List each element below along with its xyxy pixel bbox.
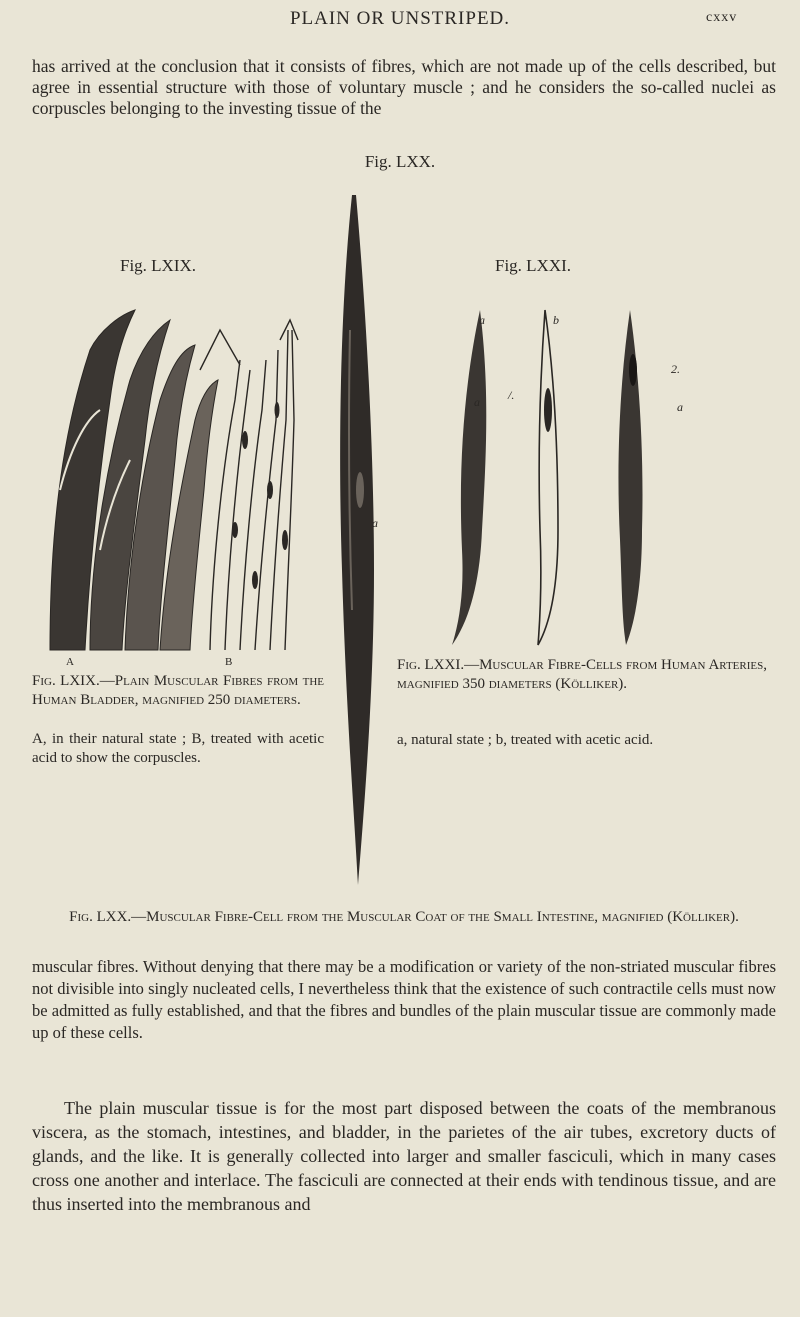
fig-lxxi-label: Fig. LXXI. [495, 256, 572, 275]
fig-lxix-caption-title: Fig. LXIX.—Plain Muscular Fibres from the Human Bladder, magnified 250 diameters. [32, 673, 324, 708]
fig-lxix-illustration [30, 290, 320, 660]
running-header: PLAIN OR UNSTRIPED. [289, 8, 511, 29]
fig-lxxi-illustration [440, 300, 700, 650]
body-paragraph-1: muscular fibres. Without denying that there may be a modification or variety of the non-striated muscular fibres not divisible into singly nucleated cells, I nevertheless think that the existence of such contractile cells must now be admitted as fully established, and that the fibres and bundles of the plain muscular tissue are commonly made up of these cells. [32, 957, 776, 1042]
fig-lxx-caption: Fig. LXX.—Muscular Fibre-Cell from the Muscular Coat of the Small Intestine, magnified (Kölliker). [69, 909, 739, 925]
fig-lxxi-mark-one: /. [508, 388, 515, 402]
fig-lxix-caption-body: A, in their natural state ; B, treated with acetic acid to show the corpuscles. [32, 731, 324, 766]
fig-lxx-label: Fig. LXX. [364, 152, 436, 171]
fig-lxxi-mark-a3: a [677, 400, 683, 414]
page-number: cxxv [706, 10, 738, 25]
fig-lxix-mark-b: B [225, 656, 235, 668]
fig-lxx-mark-a: a [372, 516, 378, 530]
fig-lxx-illustration [330, 190, 386, 890]
fig-lxix-mark-a: A [66, 656, 76, 668]
intro-paragraph: has arrived at the conclusion that it consists of fibres, which are not made up of the cells described, but agree in essential structure with those of voluntary muscle ; and he considers the so-called nuclei as corpuscles belonging to the investing tissue of the [32, 56, 776, 118]
fig-lxix-label: Fig. LXIX. [120, 256, 197, 275]
fig-lxxi-mark-b1: b [553, 313, 559, 327]
fig-lxxi-mark-a2: a [474, 395, 480, 409]
fig-lxxi-caption-body: a, natural state ; b, treated with acetic acid. [397, 732, 654, 748]
fig-lxxi-mark-a1: a [479, 313, 485, 327]
fig-lxxi-caption-title: Fig. LXXI.—Muscular Fibre-Cells from Human Arteries, magnified 350 diameters (Kölliker). [397, 657, 767, 692]
body-paragraph-2: The plain muscular tissue is for the most part disposed between the coats of the membranous viscera, as the stomach, intestines, and bladder, in the parietes of the air tubes, excretory ducts of glands, and the like. It is generally collected into larger and smaller fasciculi, which in many cases cross one another and interlace. The fasciculi are connected at their ends with tendinous tissue, and are thus inserted into the membranous and [32, 1098, 776, 1214]
fig-lxxi-mark-two: 2. [671, 362, 680, 376]
